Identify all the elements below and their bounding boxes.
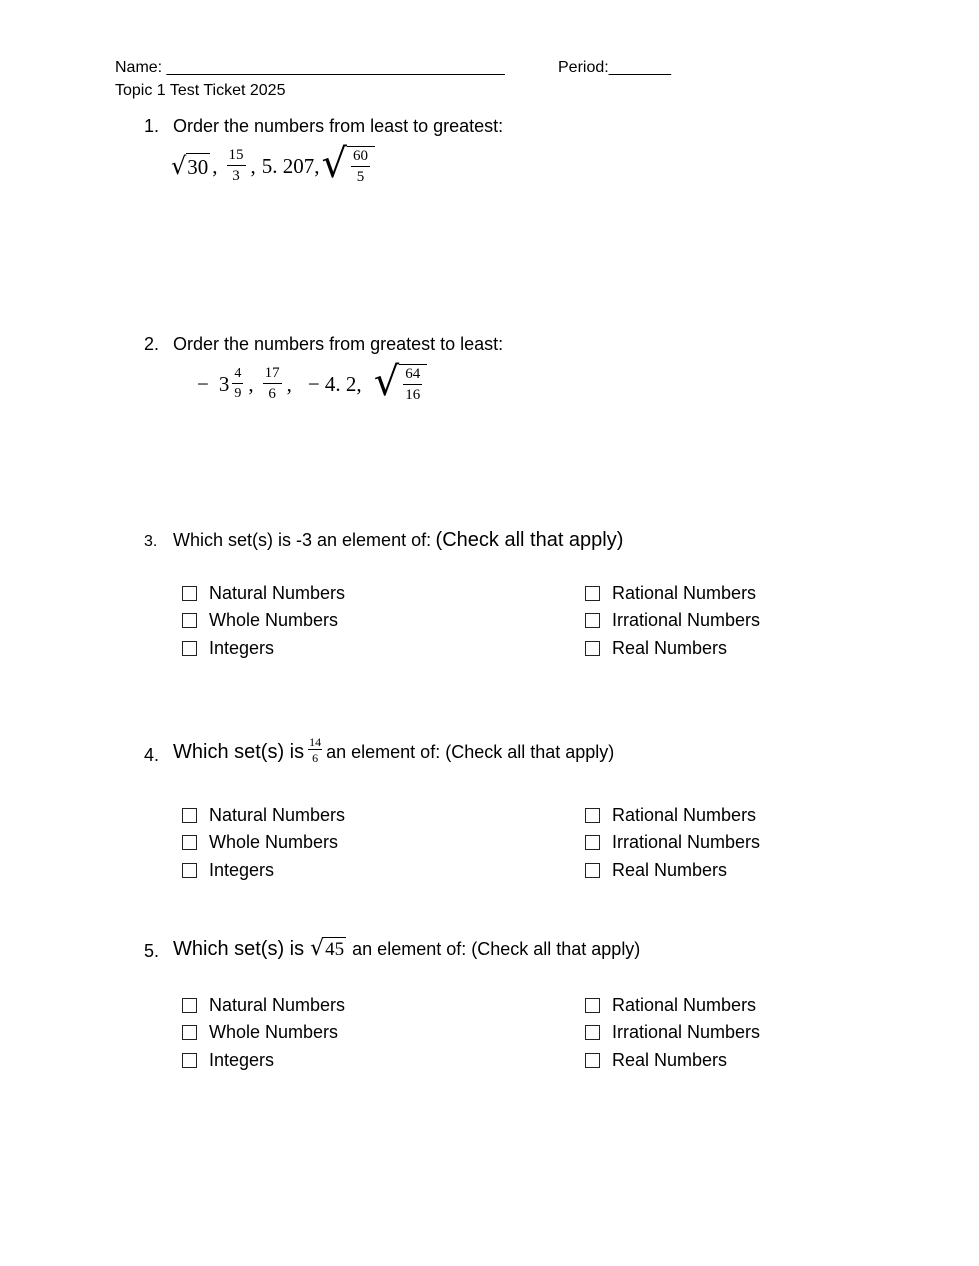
checkbox-icon[interactable] [182, 641, 197, 656]
option-label: Rational Numbers [612, 805, 757, 825]
period-field[interactable]: Period:_______ [558, 59, 671, 76]
sqrt-30 [171, 153, 210, 180]
q5-checkbox-irrational[interactable] [585, 1022, 760, 1043]
checkbox-icon[interactable] [585, 586, 600, 601]
fraction-17-6 [263, 366, 282, 402]
option-label: Irrational Numbers [612, 610, 761, 630]
option-label: Irrational Numbers [612, 832, 761, 852]
minus-sign: − [197, 371, 209, 396]
checkbox-icon[interactable] [182, 808, 197, 823]
question-5-prompt-pre: Which set(s) is [173, 937, 305, 960]
q3-checkbox-rational[interactable] [585, 583, 756, 604]
q3-checkbox-real[interactable] [585, 638, 727, 659]
numerator: 14 [309, 735, 322, 749]
checkbox-icon[interactable] [585, 1025, 600, 1040]
question-5-prompt [173, 937, 640, 961]
q3-checkbox-natural[interactable] [182, 583, 345, 604]
q4-checkbox-real[interactable] [585, 860, 727, 881]
checkbox-icon[interactable] [585, 863, 600, 878]
question-4-prompt-post: an element of: (Check all that apply) [326, 741, 615, 762]
q3-checkbox-irrational[interactable] [585, 610, 760, 631]
q4-checkbox-irrational[interactable] [585, 832, 760, 853]
denominator: 3 [232, 168, 240, 184]
checkbox-icon[interactable] [585, 1053, 600, 1068]
radical-icon: √ [321, 141, 348, 187]
option-label: Irrational Numbers [612, 1022, 761, 1042]
numerator: 17 [263, 366, 282, 384]
radical-icon: √ [171, 151, 187, 180]
question-3-number: 3. [144, 533, 158, 550]
checkbox-icon[interactable] [585, 641, 600, 656]
q5-checkbox-rational[interactable] [585, 995, 756, 1016]
sqrt-60-over-5 [321, 141, 376, 187]
question-3-prompt-tail: (Check all that apply) [435, 529, 624, 551]
option-label: Integers [209, 1050, 275, 1070]
option-label: Real Numbers [612, 638, 728, 658]
sqrt-64-over-16 [373, 359, 428, 405]
checkbox-icon[interactable] [182, 835, 197, 850]
checkbox-icon[interactable] [585, 808, 600, 823]
q4-checkbox-natural[interactable] [182, 805, 345, 826]
option-label: Integers [209, 860, 275, 880]
decimal-neg-4-2: − 4. 2, [307, 371, 362, 396]
radical-icon: √ [373, 359, 400, 405]
checkbox-icon[interactable] [182, 586, 197, 601]
checkbox-icon[interactable] [182, 613, 197, 628]
worksheet-subtitle: Topic 1 Test Ticket 2025 [115, 82, 286, 99]
q4-checkbox-whole[interactable] [182, 832, 338, 853]
checkbox-icon[interactable] [182, 998, 197, 1013]
question-4-number: 4. [144, 745, 160, 765]
sqrt-45 [310, 937, 346, 961]
checkbox-icon[interactable] [585, 835, 600, 850]
q3-checkbox-whole[interactable] [182, 610, 338, 631]
option-label: Whole Numbers [209, 610, 339, 630]
question-2-numbers [197, 359, 427, 405]
radicand: 30 [187, 154, 209, 179]
comma: , [248, 371, 254, 396]
fraction-15-3 [227, 148, 246, 184]
comma: , [250, 153, 256, 178]
comma: , [286, 371, 292, 396]
numerator: 15 [227, 148, 246, 166]
q4-checkbox-rational[interactable] [585, 805, 756, 826]
q4-checkbox-integers[interactable] [182, 860, 274, 881]
q5-checkbox-integers[interactable] [182, 1050, 274, 1071]
question-1-prompt: Order the numbers from least to greatest: [173, 116, 504, 136]
checkbox-icon[interactable] [585, 613, 600, 628]
denominator: 6 [312, 751, 319, 765]
question-4-prompt-pre: Which set(s) is [173, 740, 305, 763]
denominator: 6 [268, 386, 276, 402]
question-3-prompt [173, 529, 623, 552]
numerator: 4 [232, 367, 243, 384]
q5-checkbox-real[interactable] [585, 1050, 727, 1071]
option-label: Natural Numbers [209, 995, 346, 1015]
option-label: Whole Numbers [209, 832, 339, 852]
q5-checkbox-natural[interactable] [182, 995, 345, 1016]
name-blank-line[interactable]: ______________________________________ [166, 59, 505, 76]
fraction-14-6 [308, 736, 322, 764]
option-label: Rational Numbers [612, 995, 757, 1015]
q5-checkbox-whole[interactable] [182, 1022, 338, 1043]
option-label: Whole Numbers [209, 1022, 339, 1042]
checkbox-icon[interactable] [182, 1053, 197, 1068]
numerator: 60 [351, 149, 370, 167]
decimal-5-207: 5. 207, [261, 153, 320, 178]
fraction-64-16 [403, 367, 422, 403]
name-label: Name: [115, 59, 163, 76]
denominator: 16 [405, 387, 421, 403]
name-field-label [115, 59, 505, 77]
checkbox-icon[interactable] [585, 998, 600, 1013]
numerator: 64 [403, 367, 422, 385]
option-label: Integers [209, 638, 275, 658]
question-5-number: 5. [144, 941, 160, 961]
question-2-prompt: Order the numbers from greatest to least: [173, 334, 504, 354]
question-4-prompt [173, 735, 615, 766]
question-2-number: 2. [144, 334, 160, 354]
question-5-prompt-post: an element of: (Check all that apply) [352, 938, 641, 959]
mixed-whole: 3 [218, 371, 230, 396]
denominator: 5 [356, 169, 365, 185]
question-1-numbers [171, 141, 375, 187]
option-label: Real Numbers [612, 1050, 728, 1070]
question-1-number: 1. [144, 116, 160, 136]
option-label: Real Numbers [612, 860, 728, 880]
radicand: 45 [325, 939, 345, 960]
fraction-4-9 [232, 367, 243, 401]
checkbox-icon[interactable] [182, 1025, 197, 1040]
option-label: Natural Numbers [209, 583, 346, 603]
denominator: 9 [234, 386, 242, 401]
question-3-prompt-text: Which set(s) is -3 an element of: [173, 530, 432, 550]
fraction-60-5 [351, 149, 370, 185]
radical-icon: √ [310, 936, 325, 961]
option-label: Natural Numbers [209, 805, 346, 825]
checkbox-icon[interactable] [182, 863, 197, 878]
q3-checkbox-integers[interactable] [182, 638, 274, 659]
comma: , [212, 153, 218, 178]
option-label: Rational Numbers [612, 583, 757, 603]
